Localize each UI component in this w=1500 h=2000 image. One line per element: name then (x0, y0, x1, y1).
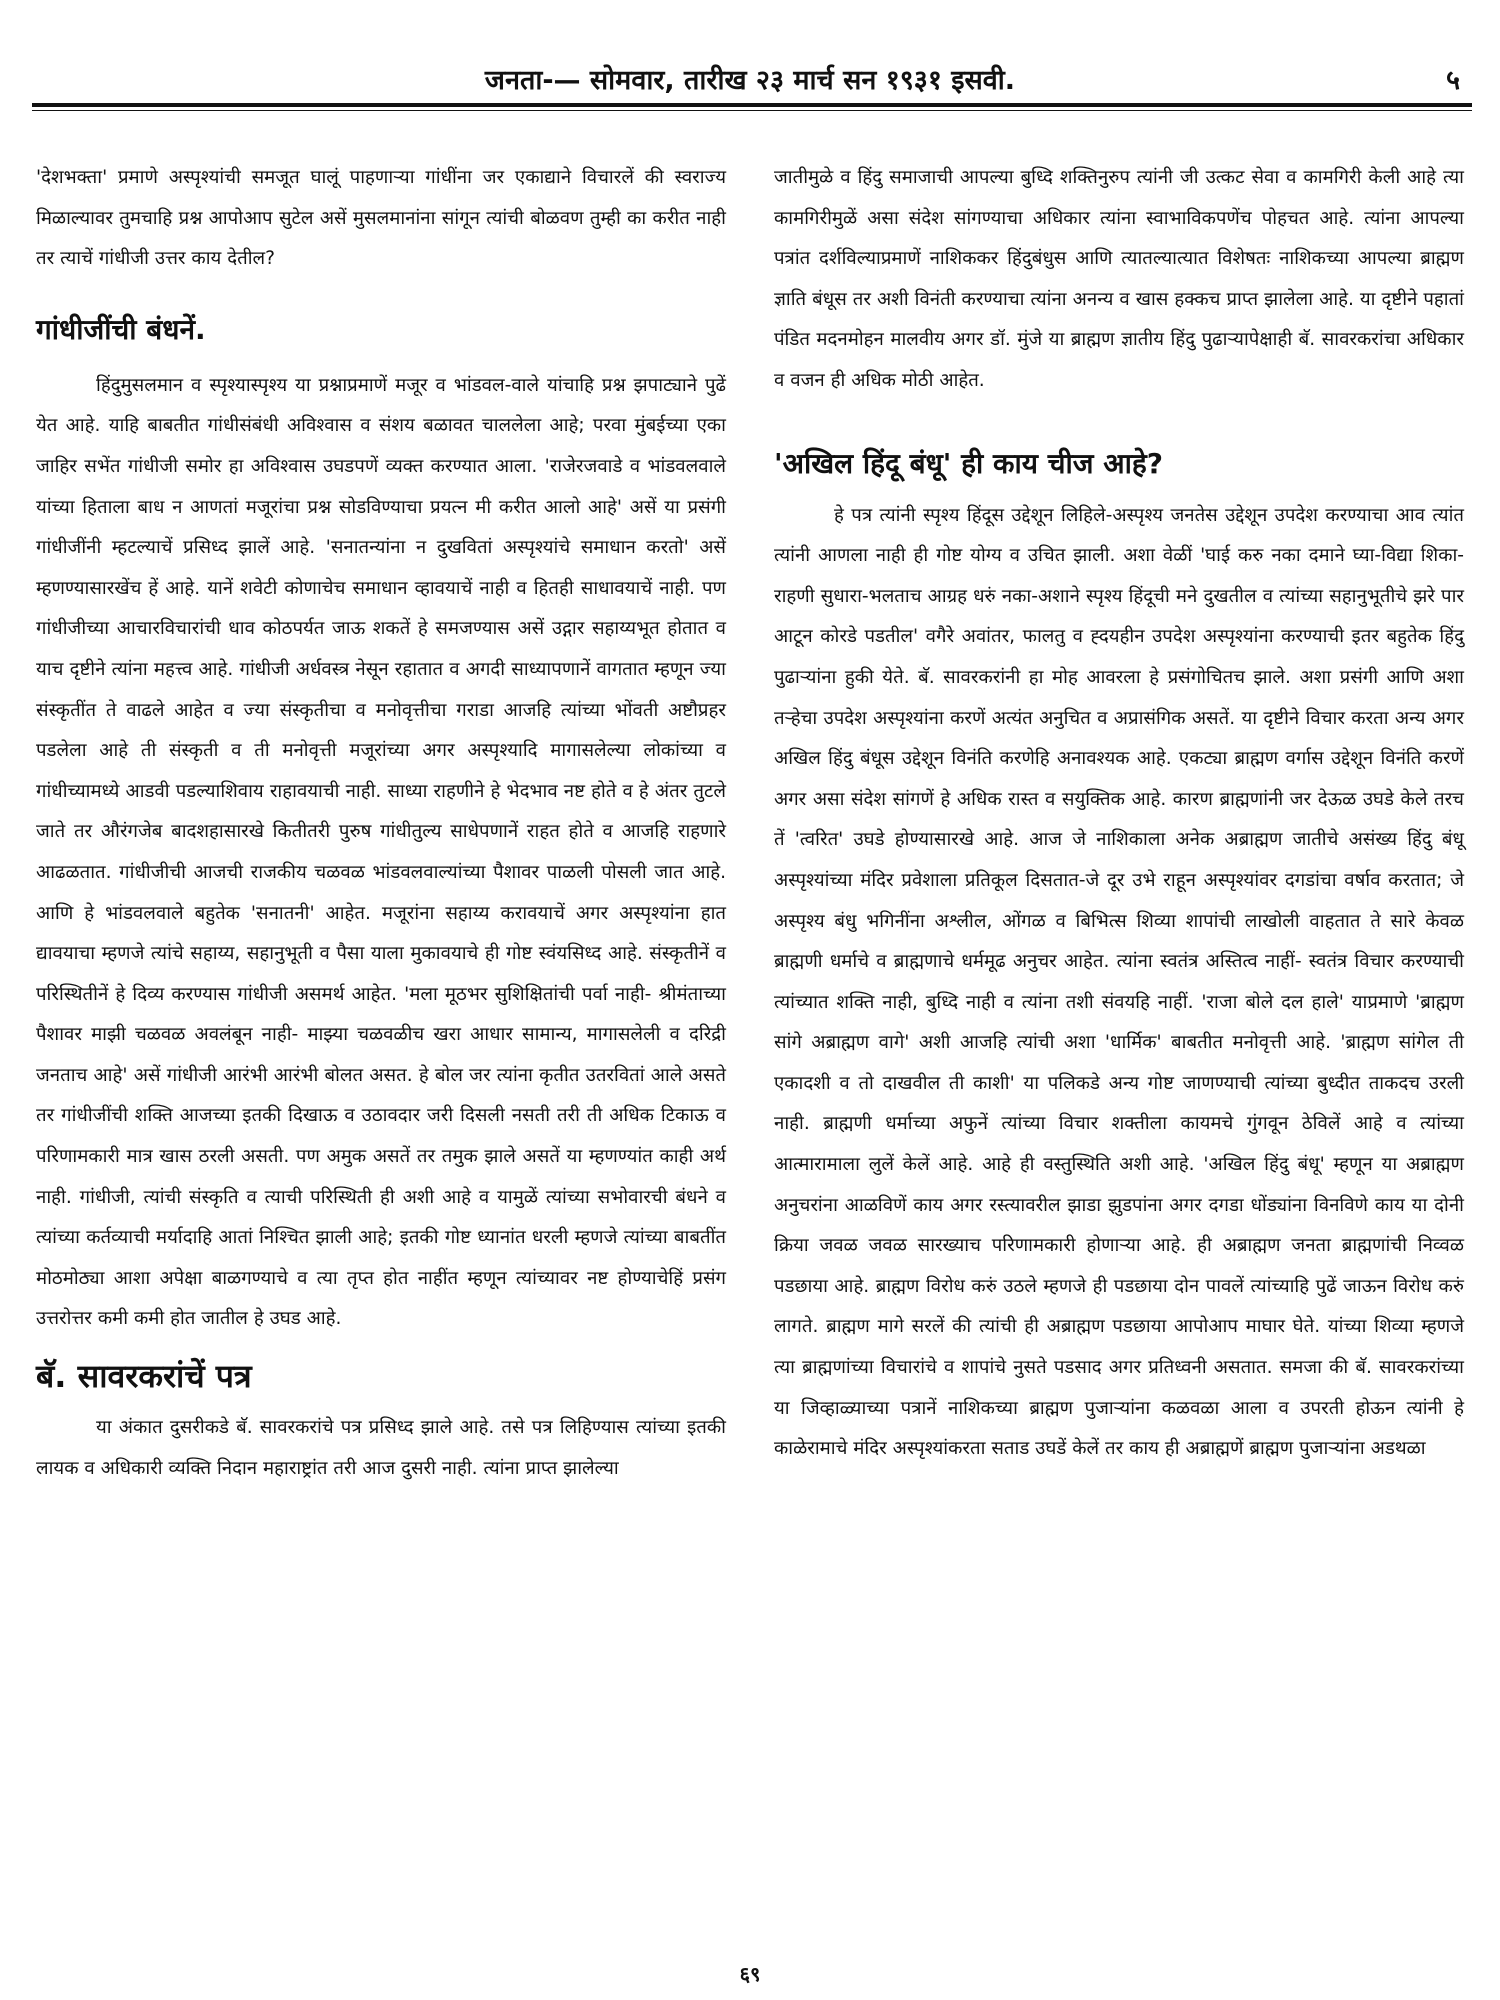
heading-akhil-hindu-bandhu: 'अखिल हिंदू बंधू' ही काय चीज आहे? (774, 446, 1164, 480)
gandhi-constraints-paragraph: हिंदुमुसलमान व स्पृश्यास्पृश्य या प्रश्नाप्रमाणें मजूर व भांडवल-वाले यांचाहि प्रश्न झपाट्याने पुढें येत आहे. याहि बाबतीत गांधीसंबंधी अविश्वास व संशय बळावत चाललेला आहे; परवा मुंबईच्या एका जाहिर सभेंत गांधीजी समोर हा अविश्वास उघडपणें व्यक्त करण्यात आला. 'राजेरजवाडे व भांडवलवाले यांच्या हिताला बाध न आणतां मजूरांचा प्रश्न सोडविण्याचा प्रयत्न मी करीत आलो आहे' असें या प्रसंगी गांधीजींनी म्हटल्याचें प्रसिध्द झालें आहे. 'सनातन्यांना न दुखवितां अस्पृश्यांचे समाधान करतो' असें म्हणण्यासारखेंच हें आहे. यानें शवेटी कोणाचेच समाधान व्हावयाचें नाही व हितही साधावयाचें नाही. पण गांधीजीच्या आचारविचारांची धाव कोठपर्यत जाऊ शकतें हे समजण्यास असें उद्गार सहाय्यभूत होतात व याच दृष्टीने त्यांना महत्त्व आहे. गांधीजी अर्धवस्त्र नेसून रहातात व अगदी साध्यापणानें वागतात म्हणून ज्या संस्कृतींत ते वाढले आहेत व ज्या संस्कृतीचा व मनोवृत्तीचा गराडा आजहि त्यांच्या भोंवती अष्टौप्रहर पडलेला आहे ती संस्कृती व ती मनोवृत्ती मजूरांच्या अगर अस्पृश्यादि मागासलेल्या लोकांच्या व गांधीच्यामध्ये आडवी पडल्याशिवाय राहावयाची नाही. साध्या राहणीने हे भेदभाव नष्ट होते व हे अंतर तुटले जाते तर औरंगजेब बादशहासारखे कितीतरी पुरुष गांधीतुल्य साधेपणानें राहत होते व आजहि राहणारे आढळतात. गांधीजीची आजची राजकीय चळवळ भांडवलवाल्यांच्या पैशावर पाळली पोसली जात आहे. आणि हे भांडवलवाले बहुतेक 'सनातनी' आहेत. मजूरांना सहाय्य करावयाचें अगर अस्पृश्यांना हात द्यावयाचा म्हणजे त्यांचे सहाय्य, सहानुभूती व पैसा याला मुकावयाचे ही गोष्ट स्वंयसिध्द आहे. संस्कृतीनें व परिस्थितीनें हे दिव्य करण्यास गांधीजी असमर्थ आहेत. 'मला मूठभर सुशिक्षितांची पर्वा नाही- श्रीमंताच्या पैशावर माझी चळवळ अवलंबून नाही- माझ्या चळवळीच खरा आधार सामान्य, मागासलेली व दरिद्री जनताच आहे' असें गांधीजी आरंभी आरंभी बोलत असत. हे बोल जर त्यांना कृतीत उतरवितां आले असते तर गांधीजींची शक्ति आजच्या इतकी दिखाऊ व उठावदार जरी दिसली नसती तरी ती अधिक टिकाऊ व परिणामकारी मात्र खास ठरली असती. पण अमुक असतें तर तमुक झाले असतें या म्हणण्यांत काही अर्थ नाही. गांधीजी, त्यांची संस्कृति व त्याची परिस्थिती ही अशी आहे व यामुळें त्यांच्या सभोवारची बंधने व त्यांच्या कर्तव्याची मर्यादाहि आतां निश्चित झाली आहे; इतकी गोष्ट ध्यानांत धरली म्हणजे त्यांच्या बाबतींत मोठमोठ्या आशा अपेक्षा बाळगण्याचे व त्या तृप्त होत नाहींत म्हणून त्यांच्यावर नष्ट होण्याचेहिं प्रसंग उत्तरोत्तर कमी कमी होत जातील हे उघड आहे. (36, 374, 727, 1330)
continuation-paragraph: जातीमुळे व हिंदु समाजाची आपल्या बुध्दि शक्तिनुरुप त्यांनी जी उत्कट सेवा व कामगिरी केली आहे त्या कामगिरीमुळें असा संदेश सांगण्याचा अधिकार त्यांना स्वाभाविकपणेंच पोहचत आहे. त्यांना आपल्या पत्रांत दर्शविल्याप्रमाणें नाशिककर हिंदुबंधुस आणि त्यातल्यात्यात विशेषतः नाशिकच्या आपल्या ब्राह्मण ज्ञाति बंधूस तर अशी विनंती करण्याचा त्यांना अनन्य व खास हक्कच प्राप्त झालेला आहे. या दृष्टीने पहातां पंडित मदनमोहन मालवीय अगर डॉ. मुंजे या ब्राह्मण ज्ञातीय हिंदु पुढाऱ्यापेक्षाही बॅ. सावरकरांचा अधिकार व वजन ही अधिक मोठी आहेत. (774, 167, 1464, 391)
heading-gandhi-constraints: गांधीजींची बंधनें. (36, 312, 206, 346)
savarkar-letter-paragraph: या अंकात दुसरीकडे बॅ. सावरकरांचे पत्र प्रसिध्द झाले आहे. तसे पत्र लिहिण्यास त्यांच्या इतकी लायक व अधिकारी व्यक्ति निदान महाराष्ट्रांत तरी आज दुसरी नाही. त्यांना प्राप्त झालेल्या (36, 1417, 726, 1479)
page-number: ५ (1445, 65, 1460, 96)
folio-number: ६९ (739, 1962, 761, 1986)
akhil-hindu-bandhu-paragraph: हे पत्र त्यांनी स्पृश्य हिंदूस उद्देशून लिहिले-अस्पृश्य जनतेस उद्देशून उपदेश करण्याचा आव त्यांत त्यांनी आणला नाही ही गोष्ट योग्य व उचित झाली. अशा वेळीं 'घाई करु नका दमाने घ्या-विद्या शिका-राहणी सुधारा-भलताच आग्रह धरुं नका-अशाने स्पृश्य हिंदूची मने दुखतील व त्यांच्या सहानुभूतीचे झरे पार आटून कोरडे पडतील' वगैरे अवांतर, फालतु व ह्दयहीन उपदेश अस्पृश्यांना करण्याची इतर बहुतेक हिंदु पुढाऱ्यांना हुकी येते. बॅ. सावरकरांनी हा मोह आवरला हे प्रसंगोचितच झाले. अशा प्रसंगी आणि अशा तऱ्हेचा उपदेश अस्पृश्यांना करणें अत्यंत अनुचित व अप्रासंगिक असतें. या दृष्टीने विचार करता अन्य अगर अखिल हिंदु बंधूस उद्देशून विनंति करणेहि अनावश्यक आहे. एकट्या ब्राह्मण वर्गास उद्देशून विनंति करणें अगर असा संदेश सांगणें हे अधिक रास्त व सयुक्तिक आहे. कारण ब्राह्मणांनी जर देऊळ उघडे केले तरच तें 'त्वरित' उघडे होण्यासारखे आहे. आज जे नाशिकाला अनेक अब्राह्मण जातीचे असंख्य हिंदु बंधू अस्पृश्यांच्या मंदिर प्रवेशाला प्रतिकूल दिसतात-जे दूर उभे राहून अस्पृश्यांवर दगडांचा वर्षाव करतात; जे अस्पृश्य बंधु भगिनींना अश्लील, ओंगळ व बिभित्स शिव्या शापांची लाखोली वाहतात ते सारे केवळ ब्राह्मणी धर्माचे व ब्राह्मणाचे धर्ममूढ अनुचर आहेत. त्यांना स्वतंत्र अस्तित्व नाहीं- स्वतंत्र विचार करण्याची त्यांच्यात शक्ति नाही, बुध्दि नाही व त्यांना तशी संवयहि नाहीं. 'राजा बोले दल हाले' याप्रमाणे 'ब्राह्मण सांगे अब्राह्मण वागे' अशी आजहि त्यांची अशा 'धार्मिक' बाबतीत मनोवृत्ती आहे. 'ब्राह्मण सांगेल ती एकादशी व तो दाखवील ती काशी' या पलिकडे अन्य गोष्ट जाणण्याची त्यांच्या बुध्दीत ताकदच उरली नाही. ब्राह्मणी धर्माच्या अफुनें त्यांच्या विचार शक्तीला कायमचे गुंगवून ठेविलें आहे व त्यांच्या आत्मारामाला लुलें केलें आहे. आहे ही वस्तुस्थिति अशी आहे. 'अखिल हिंदु बंधू' म्हणून या अब्राह्मण अनुचरांना आळविणें काय अगर रस्त्यावरील झाडा झुडपांना अगर दगडा धोंड्यांना विनविणे काय या दोनी क्रिया जवळ जवळ सारख्याच परिणामकारी होणाऱ्या आहे. ही अब्राह्मण जनता ब्राह्मणांची निव्वळ पडछाया आहे. ब्राह्मण विरोध करुं उठले म्हणजे ही पडछाया दोन पावलें त्यांच्याहि पुढें जाऊन विरोध करुं लागते. ब्राह्मण मागे सरलें की त्यांची ही अब्राह्मण पडछाया आपोआप माघार घेते. यांच्या शिव्या म्हणजे त्या ब्राह्मणांच्या विचारांचे व शापांचे नुसते पडसाद अगर प्रतिध्वनी असतात. समजा की बॅ. सावरकरांच्या या जिव्हाळ्याच्या पत्रानें नाशिकच्या ब्राह्मण पुजाऱ्यांना कळवळा आला व उपरती होऊन त्यांनी हे काळेरामाचे मंदिर अस्पृश्यांकरता सताड उघडें केलें तर काय ही अब्राह्मणें ब्राह्मण पुजाऱ्यांना अडथळा (774, 504, 1464, 1460)
heading-savarkar-letter: बॅ. सावरकरांचें पत्र (36, 1357, 252, 1396)
header-rule-thin (32, 110, 1472, 111)
intro-paragraph: 'देशभक्ता' प्रमाणे अस्पृश्यांची समजूत घालूं पाहणाऱ्या गांधींना जर एकाद्याने विचारलें की स्वराज्य मिळाल्यावर तुमचाहि प्रश्न आपोआप सुटेल असें मुसलमानांना सांगून त्यांची बोळवण तुम्ही का करीत नाही तर त्याचें गांधीजी उत्तर काय देतील? (36, 167, 726, 270)
left-column (36, 158, 726, 1489)
masthead (30, 52, 1470, 102)
right-column (774, 158, 1464, 1470)
masthead-title: जनता-— सोमवार, तारीख २३ मार्च सन १९३१ इसवी. (484, 65, 1016, 96)
header-rule-thick (32, 103, 1472, 107)
